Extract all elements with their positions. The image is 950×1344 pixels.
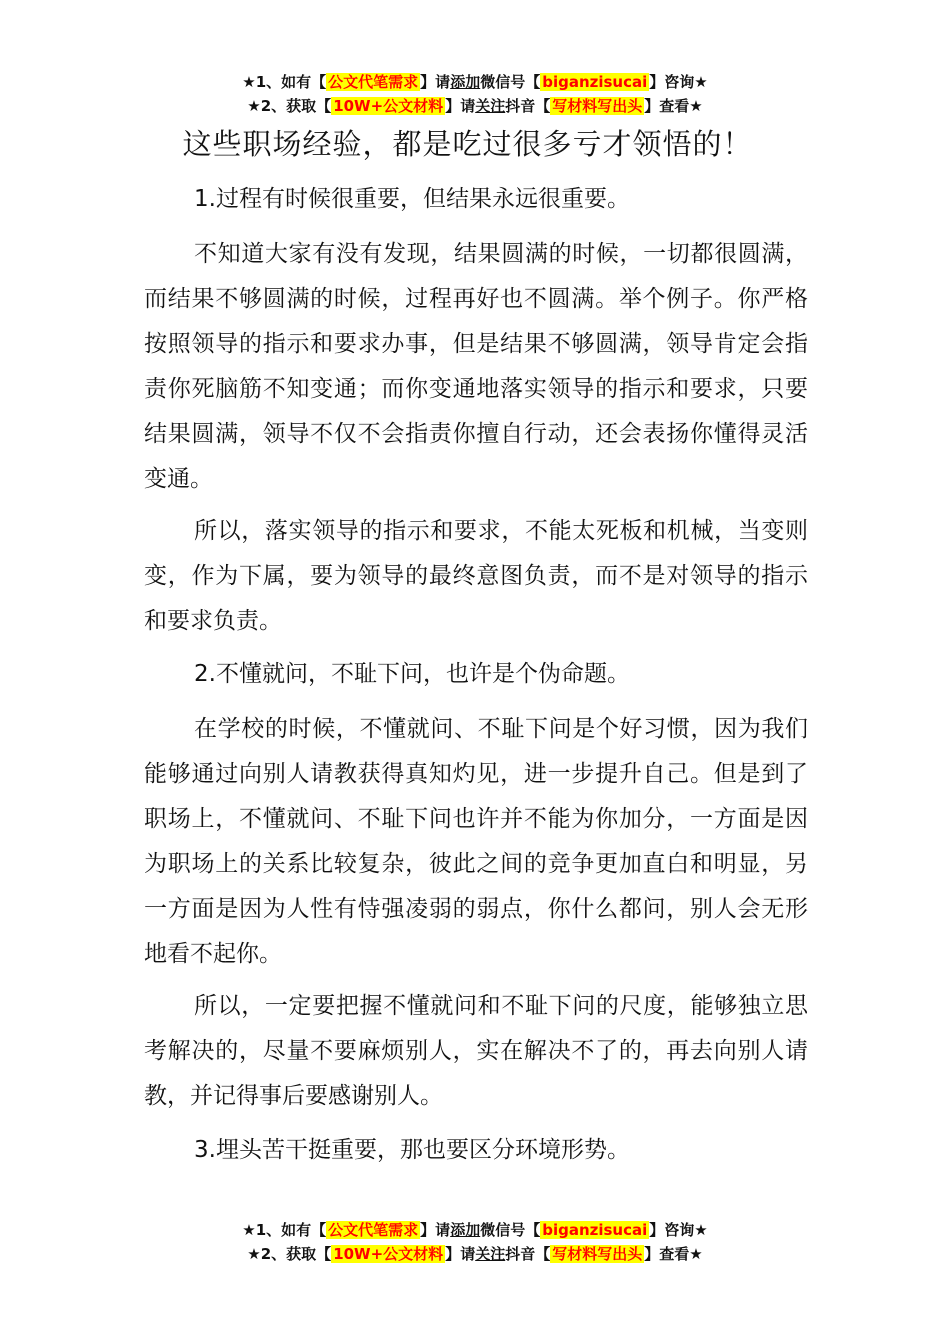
highlight-wechat-id: biganzisucai [542, 73, 648, 91]
paragraph-1: 不知道大家有没有发现，结果圆满的时候，一切都很圆满，而结果不够圆满的时候，过程再好也不圆满。举个例子。你严格按照领导的指示和要求办事，但是结果不够圆满，领导肯定会指责你死脑筋不知变通；而你变通地落实领导的指示和要求，只要结果圆满，领导不仅不会指责你擅自行动，还会表扬你懂得灵活变通。 [144, 241, 808, 492]
paragraph-4: 所以，一定要把握不懂就问和不耻下问的尺度，能够独立思考解决的，尽量不要麻烦别人，实在解决不了的，再去向别人请教，并记得事后要感谢别人。 [144, 993, 808, 1109]
paragraph-3: 在学校的时候，不懂就问、不耻下问是个好习惯，因为我们能够通过向别人请教获得真知灼见，进一步提升自己。但是到了职场上，不懂就问、不耻下问也许并不能为你加分，一方面是因为职场上的关系比较复杂，彼此之间的竞争更加直白和明显，另一方面是因为人性有恃强凌弱的弱点，你什么都问，别人会无形地看不起你。 [144, 716, 808, 967]
highlight-douyin: 写材料写出头 [552, 97, 643, 115]
page-title: 这些职场经验，都是吃过很多亏才领悟的！ [182, 127, 753, 161]
highlight-wechat-id: biganzisucai [542, 1221, 648, 1239]
footer-ad-line-1: ★1、如有【 公文代笔需求 】请添加微信号【 biganzisucai 】咨询★ [242, 1221, 708, 1239]
highlight-service: 公文代笔需求 [328, 73, 419, 91]
highlight-materials: 10W+公文材料 [333, 1245, 444, 1263]
highlight-materials: 10W+公文材料 [333, 97, 444, 115]
section-heading-3: 3.埋头苦干挺重要，那也要区分环境形势。 [194, 1137, 630, 1163]
section-heading-1: 1.过程有时候很重要，但结果永远很重要。 [194, 186, 630, 212]
section-heading-2: 2.不懂就问，不耻下问，也许是个伪命题。 [194, 661, 630, 687]
header-ad-line-2: ★2、获取【 10W+公文材料 】请关注抖音【 写材料写出头 】查看★ [247, 97, 703, 115]
highlight-douyin: 写材料写出头 [552, 1245, 643, 1263]
highlight-service: 公文代笔需求 [328, 1221, 419, 1239]
header-ad-line-1: ★1、如有【 公文代笔需求 】请添加微信号【 biganzisucai 】咨询★ [242, 73, 708, 91]
paragraph-2: 所以，落实领导的指示和要求，不能太死板和机械，当变则变，作为下属，要为领导的最终意图负责，而不是对领导的指示和要求负责。 [144, 518, 808, 634]
footer-ad-line-2: ★2、获取【 10W+公文材料 】请关注抖音【 写材料写出头 】查看★ [247, 1245, 703, 1263]
